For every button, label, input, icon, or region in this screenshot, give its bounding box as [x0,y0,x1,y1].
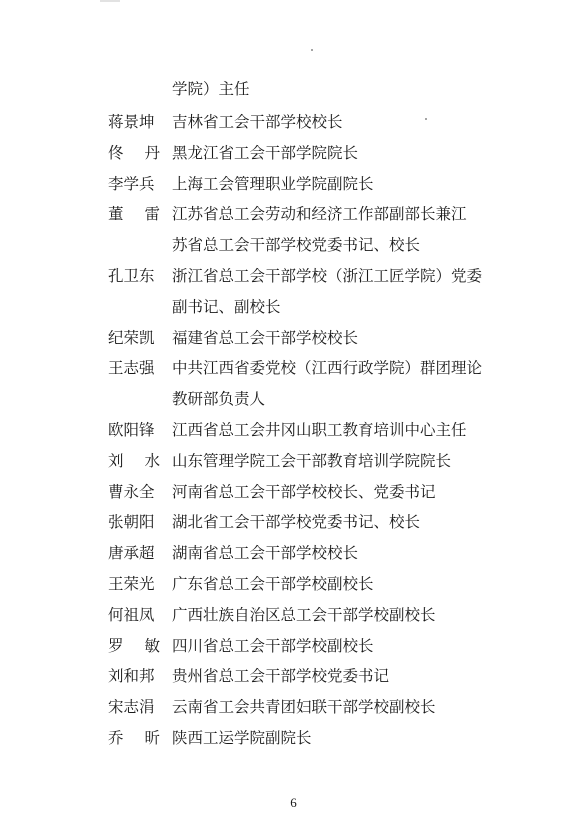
person-title: 吉林省工会干部学校校长 [172,113,343,131]
person-name: 刘 水 [108,451,160,470]
list-entry [0,695,587,719]
continuation-text: 学院）主任 [172,80,250,98]
person-title: 河南省总工会干部学校校长、党委书记 [172,482,436,501]
person-title: 四川省总工会干部学校副校长 [172,636,374,655]
continuation-line [0,77,587,101]
person-title: 广西壮族自治区总工会干部学校副校长 [172,605,436,624]
list-entry [0,172,587,196]
person-name: 曹永全 [108,482,155,501]
list-entry [0,449,587,473]
person-name: 王荣光 [108,575,155,593]
person-name: 佟 丹 [108,143,160,162]
person-name: 宋志涓 [108,698,155,717]
list-entry [0,418,587,442]
list-entry [0,356,587,380]
person-title: 陕西工运学院副院长 [172,729,312,747]
person-name: 欧阳锋 [108,421,155,439]
list-entry-continuation [0,387,587,411]
person-title: 湖北省工会干部学校党委书记、校长 [172,513,421,532]
list-entry [0,110,587,134]
person-title: 教研部负责人 [172,390,266,409]
person-title: 苏省总工会干部学校党委书记、校长 [172,236,421,255]
person-name: 刘和邦 [108,667,155,686]
person-title: 云南省工会共青团妇联干部学校副校长 [172,698,436,717]
person-title: 中共江西省委党校（江西行政学院）群团理论 [172,359,483,378]
person-name: 张朝阳 [108,513,155,532]
list-entry [0,326,587,350]
scan-edge-mark [100,0,120,2]
person-name: 纪荣凯 [108,328,155,347]
list-entry [0,202,587,226]
list-entry [0,664,587,688]
person-name: 蒋景坤 [108,113,155,131]
person-name: 唐承超 [108,544,155,563]
person-title: 福建省总工会干部学校校长 [172,328,359,347]
list-entry-continuation [0,233,587,257]
list-entry [0,480,587,504]
person-title: 江西省总工会井冈山职工教育培训中心主任 [172,421,467,439]
person-title: 黑龙江省工会干部学院院长 [172,143,359,162]
list-entry [0,634,587,658]
list-entry [0,141,587,165]
person-name: 罗 敏 [108,636,160,655]
person-title: 上海工会管理职业学院副院长 [172,174,374,193]
person-name: 何祖凤 [108,605,155,624]
person-title: 浙江省总工会干部学校（浙江工匠学院）党委 [172,267,483,285]
list-entry [0,726,587,750]
list-entry [0,264,587,288]
list-entry [0,572,587,596]
person-name: 董 雷 [108,205,160,224]
person-title: 湖南省总工会干部学校校长 [172,544,359,563]
person-name: 孔卫东 [108,267,155,285]
list-entry [0,510,587,534]
person-name: 王志强 [108,359,155,378]
scan-speck [311,49,313,51]
page-number: 6 [290,795,297,810]
person-title: 贵州省总工会干部学校党委书记 [172,667,390,686]
person-title: 副书记、副校长 [172,297,281,316]
person-name: 李学兵 [108,174,155,193]
list-entry [0,541,587,565]
person-name: 乔 昕 [108,729,160,747]
list-entry [0,603,587,627]
person-title: 广东省总工会干部学校副校长 [172,575,374,593]
person-title: 山东管理学院工会干部教育培训学院院长 [172,451,452,470]
person-title: 江苏省总工会劳动和经济工作部副部长兼江 [172,205,467,224]
list-entry-continuation [0,295,587,319]
